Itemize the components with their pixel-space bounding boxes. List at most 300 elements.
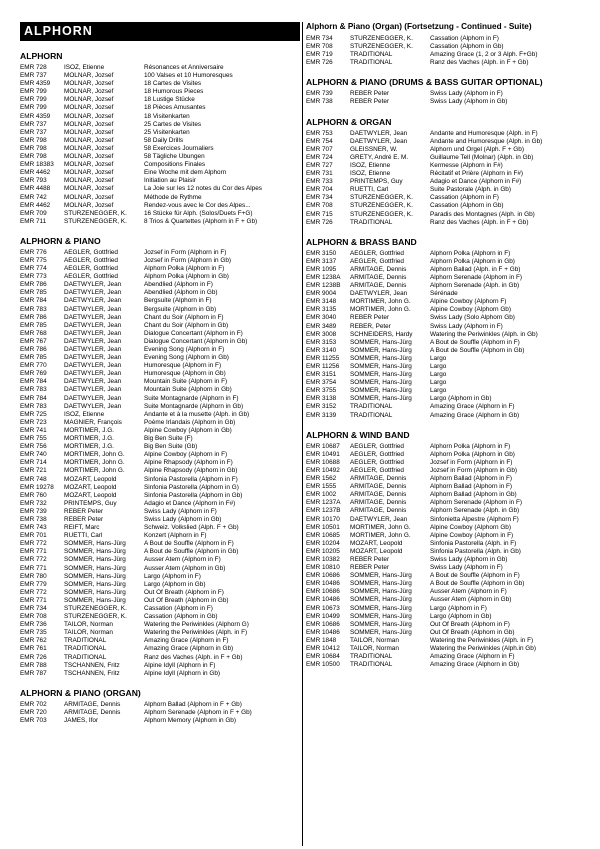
catalog-number: EMR 736: [20, 621, 47, 629]
work-title: Récitatif et Prière (Alphorn in F#): [430, 170, 524, 178]
composer-name: MORTIMER, John G.: [64, 459, 125, 467]
catalog-number: EMR 742: [20, 193, 47, 201]
work-title: Chant du Soir (Alphorn in F): [144, 313, 224, 321]
work-title: Swiss Lady (Alphorn in F): [430, 322, 503, 330]
catalog-entry: [306, 290, 592, 298]
section-title: ALPHORN & ORGAN: [306, 116, 392, 127]
section-title: ALPHORN & PIANO (DRUMS & BASS GUITAR OPTIONAL): [306, 77, 543, 88]
work-title: 25 Visitenkarten: [144, 128, 190, 136]
work-title: Ausser Atem (Alphorn in Gb): [144, 564, 226, 572]
work-title: Alpine Cowboy (Alphorn F): [430, 298, 507, 306]
composer-name: DAETWYLER, Jean: [64, 337, 122, 345]
composer-name: STURZENEGGER, K.: [64, 613, 127, 621]
composer-name: MORTIMER, John G.: [64, 467, 125, 475]
composer-name: DAETWYLER, Jean: [64, 402, 122, 410]
work-title: Out Of Breath (Alphorn in F): [430, 620, 510, 628]
catalog-number: EMR 10686: [306, 620, 340, 628]
composer-name: MOLNAR, Jozsef: [64, 80, 114, 88]
work-title: Alphorn Ballad (Alphorn in F): [430, 475, 513, 483]
catalog-number: EMR 10501: [306, 523, 340, 531]
catalog-number: EMR 724: [306, 153, 333, 161]
catalog-entry: [306, 331, 592, 339]
catalog-number: EMR 3137: [306, 257, 337, 265]
composer-name: MOLNAR, Jozsef: [64, 201, 114, 209]
composer-name: PRINTEMPS, Guy: [64, 499, 117, 507]
work-title: Cassation (Alphorn in Gb): [430, 202, 504, 210]
catalog-entry: [20, 281, 302, 289]
catalog-entry: [306, 314, 592, 322]
catalog-entry: [306, 282, 592, 290]
composer-name: STURZENEGGER, K.: [350, 43, 413, 51]
catalog-entry: [20, 419, 302, 427]
catalog-entry: [306, 653, 592, 661]
work-title: Sérénade: [430, 290, 458, 298]
right-column: [306, 22, 592, 669]
work-title: Ranz des Vaches (Alph. in F + Gb): [430, 59, 529, 67]
catalog-number: EMR 1095: [306, 265, 337, 273]
catalog-entry: [20, 169, 302, 177]
catalog-entry: [20, 508, 302, 516]
catalog-number: EMR 714: [20, 459, 47, 467]
catalog-entry: [306, 613, 592, 621]
catalog-number: EMR 3152: [306, 403, 337, 411]
composer-name: TRADITIONAL: [350, 653, 393, 661]
composer-name: REBER, Peter: [350, 322, 391, 330]
catalog-number: EMR 4359: [20, 112, 51, 120]
catalog-entry: [306, 499, 592, 507]
catalog-entry: [306, 162, 592, 170]
catalog-entry: [20, 403, 302, 411]
catalog-entry: [20, 378, 302, 386]
catalog-number: EMR 771: [20, 548, 47, 556]
composer-name: MOLNAR, Jozsef: [64, 185, 114, 193]
catalog-number: EMR 775: [20, 256, 47, 264]
catalog-entry: [306, 556, 592, 564]
composer-name: DAETWYLER, Jean: [64, 354, 122, 362]
composer-name: DAETWYLER, Jean: [64, 346, 122, 353]
composer-name: MOLNAR, Jozsef: [64, 112, 114, 120]
work-title: Largo (Alphorn in F): [144, 572, 201, 580]
catalog-entry: [306, 443, 592, 451]
catalog-entry: [20, 395, 302, 403]
work-title: Swiss Lady (Alphorn in Gb): [144, 515, 222, 523]
catalog-entry: [20, 153, 302, 161]
catalog-entry: [20, 500, 302, 508]
work-title: Résonances et Anniversaire: [144, 64, 224, 71]
catalog-entry: [306, 629, 592, 637]
composer-name: TRADITIONAL: [350, 51, 393, 59]
catalog-entry: [20, 556, 302, 564]
catalog-entry: [20, 137, 302, 145]
work-title: Alphorn Serenade (Alphorn in F): [430, 499, 523, 507]
catalog-number: EMR 3140: [306, 346, 337, 354]
catalog-number: EMR 19278: [20, 483, 54, 491]
work-title: Sinfonia Pastorella (Alphorn in Gb): [144, 491, 243, 499]
composer-name: STURZENEGGER, K.: [350, 35, 413, 42]
section-title: ALPHORN & PIANO: [20, 235, 101, 246]
catalog-entry: [306, 178, 592, 186]
catalog-entry: [306, 645, 592, 653]
work-title: Andante and Humoresque (Alph. in Gb): [430, 137, 543, 145]
catalog-entry: [306, 596, 592, 604]
composer-name: ISOZ, Etienne: [64, 410, 105, 418]
catalog-number: EMR 10687: [306, 442, 340, 450]
work-title: Big Ben Suite (F): [144, 435, 193, 443]
work-title: Méthode de Rythme: [144, 193, 202, 201]
catalog-number: EMR 723: [20, 418, 47, 426]
catalog-number: EMR 10684: [306, 653, 340, 661]
composer-name: AEGLER, Gottfried: [350, 442, 404, 450]
work-title: Largo: [430, 387, 447, 395]
composer-name: MORTIMER, J.G.: [64, 426, 114, 434]
catalog-entry: [306, 387, 592, 395]
catalog-number: EMR 733: [306, 178, 333, 186]
catalog-number: EMR 10382: [306, 555, 340, 563]
catalog-entry: [306, 355, 592, 363]
catalog-number: EMR 737: [20, 120, 47, 128]
catalog-number: EMR 767: [20, 337, 47, 345]
composer-name: STURZENEGGER, K.: [64, 217, 127, 225]
work-title: Humoresque (Alphorn in Gb): [144, 370, 226, 378]
catalog-entry: [20, 605, 302, 613]
work-title: Alpine Cowboy (Alphorn in F): [144, 451, 228, 459]
work-title: Largo: [430, 371, 447, 379]
catalog-entry: [306, 483, 592, 491]
catalog-number: EMR 4462: [20, 201, 51, 209]
catalog-entry: [306, 363, 592, 371]
composer-name: ARMITAGE, Dennis: [350, 507, 407, 515]
work-title: Schweiz. Volkslied (Alph. F + Gb): [144, 524, 239, 532]
work-title: Alphorn Polka (Alphorn in F): [430, 442, 511, 450]
composer-name: REBER Peter: [64, 507, 104, 515]
composer-name: ARMITAGE, Dennis: [350, 282, 407, 290]
composer-name: MORTIMER, John G.: [350, 531, 411, 539]
catalog-entry: [306, 258, 592, 266]
work-title: Chant du Soir (Alphorn in Gb): [144, 321, 229, 329]
composer-name: ARMITAGE, Dennis: [64, 700, 121, 708]
catalog-entry: [20, 451, 302, 459]
composer-name: MOLNAR, Jozsef: [64, 72, 114, 80]
catalog-entry: [20, 338, 302, 346]
composer-name: ARMITAGE, Dennis: [64, 708, 121, 716]
catalog-number: EMR 720: [20, 708, 47, 716]
catalog-number: EMR 771: [20, 596, 47, 604]
work-title: Evening Song (Alphorn in Gb): [144, 354, 229, 362]
catalog-number: EMR 11255: [306, 354, 340, 362]
catalog-entry: [20, 492, 302, 500]
catalog-number: EMR 10170: [306, 515, 340, 523]
catalog-number: EMR 769: [20, 370, 47, 378]
work-title: Largo: [430, 354, 447, 362]
work-title: Ausser Atem (Alphorn in Gb): [430, 596, 512, 604]
work-title: Kermesse (Alphorn in F#): [430, 161, 503, 169]
catalog-entry: [306, 339, 592, 347]
catalog-entry: [306, 637, 592, 645]
catalog-number: EMR 726: [306, 59, 333, 67]
composer-name: AEGLER, Gottfried: [64, 265, 118, 273]
catalog-entry: [306, 395, 592, 403]
catalog-entry: [306, 90, 592, 98]
catalog-banner: ALPHORN: [20, 22, 300, 41]
composer-name: STURZENEGGER, K.: [350, 202, 413, 210]
catalog-entry: [20, 467, 302, 475]
catalog-number: EMR 10205: [306, 547, 340, 555]
catalog-number: EMR 739: [20, 507, 47, 515]
composer-name: AEGLER, Gottfried: [64, 273, 118, 281]
catalog-entry: [306, 564, 592, 572]
composer-name: AEGLER, Gottfried: [350, 257, 404, 265]
catalog-number: EMR 708: [306, 43, 333, 51]
work-title: 25 Cartes de Visites: [144, 120, 202, 128]
catalog-number: EMR 734: [20, 605, 47, 612]
catalog-entry: [20, 330, 302, 338]
composer-name: STURZENEGGER, K.: [350, 194, 413, 202]
catalog-number: EMR 735: [20, 629, 47, 637]
catalog-number: EMR 1237A: [306, 499, 341, 507]
catalog-number: EMR 783: [20, 386, 47, 394]
catalog-entry: [20, 121, 302, 129]
catalog-entry: [306, 412, 592, 420]
catalog-number: EMR 3135: [306, 306, 337, 314]
catalog-number: EMR 786: [20, 346, 47, 353]
work-title: Mountain Suite (Alphorn in Gb): [144, 386, 232, 394]
catalog-number: EMR 1238B: [306, 282, 341, 290]
catalog-number: EMR 4488: [20, 185, 51, 193]
composer-name: MOLNAR, Jozsef: [64, 136, 114, 144]
catalog-entry: [20, 565, 302, 573]
catalog-number: EMR 4359: [20, 80, 51, 88]
catalog-number: EMR 761: [20, 645, 47, 653]
catalog-entry: [306, 186, 592, 194]
catalog-entry: [20, 532, 302, 540]
catalog-section: [20, 236, 302, 678]
catalog-number: EMR 701: [20, 532, 47, 540]
catalog-number: EMR 1002: [306, 491, 337, 499]
work-title: Sinfonia Pastorella (Alph. in F): [430, 539, 517, 547]
work-title: Ausser Atem (Alphorn in F): [144, 556, 221, 564]
work-title: 18 Cartes de Visites: [144, 80, 202, 88]
catalog-entry: [20, 476, 302, 484]
work-title: Largo (Alphorn in Gb): [430, 395, 492, 403]
catalog-number: EMR 739: [306, 90, 333, 98]
catalog-number: EMR 725: [20, 410, 47, 418]
composer-name: SOMMER, Hans-Jürg: [350, 572, 412, 580]
composer-name: MORTIMER, John G.: [350, 306, 411, 314]
work-title: Swiss Lady (Alphorn in F): [144, 507, 217, 515]
work-title: Alpine Cowboy (Alphorn Gb): [430, 523, 511, 531]
work-title: Watering the Periwinkles (Alph. in F): [430, 636, 534, 644]
composer-name: DAETWYLER, Jean: [64, 378, 122, 386]
composer-name: MOZART, Leopold: [350, 547, 403, 555]
catalog-number: EMR 772: [20, 556, 47, 564]
catalog-number: EMR 754: [306, 137, 333, 145]
catalog-entry: [20, 346, 302, 354]
catalog-entry: [20, 297, 302, 305]
section-gap: [306, 107, 592, 117]
catalog-entry: [306, 467, 592, 475]
work-title: Swiss Lady (Alphorn in F): [430, 564, 503, 572]
composer-name: DAETWYLER, Jean: [350, 290, 408, 298]
composer-name: MOZART, Leopold: [64, 483, 117, 491]
catalog-entry: [20, 524, 302, 532]
catalog-number: EMR 726: [20, 653, 47, 661]
catalog-entry: [20, 104, 302, 112]
catalog-section: [306, 237, 592, 420]
catalog-number: EMR 737: [20, 72, 47, 80]
catalog-section: [306, 430, 592, 670]
composer-name: STURZENEGGER, K.: [350, 210, 413, 218]
catalog-entry: [306, 347, 592, 355]
composer-name: MOLNAR, Jozsef: [64, 128, 114, 136]
catalog-entry: [20, 701, 302, 709]
work-title: Alpine Rhapsody (Alphorn in F): [144, 459, 233, 467]
catalog-number: EMR 787: [20, 669, 47, 677]
catalog-entry: [20, 96, 302, 104]
catalog-number: EMR 772: [20, 588, 47, 596]
catalog-number: EMR 784: [20, 378, 47, 386]
catalog-number: EMR 726: [306, 218, 333, 226]
catalog-entry: [306, 266, 592, 274]
composer-name: MORTIMER, J.G.: [64, 443, 114, 451]
work-title: Alpine Cowboy (Alphorn in F): [430, 531, 514, 539]
work-title: Jozsef in Form (Alphorn in Gb): [430, 466, 518, 474]
catalog-number: EMR 3008: [306, 330, 337, 338]
work-title: 58 Daily Drills: [144, 136, 184, 144]
catalog-entry: [20, 670, 302, 678]
work-title: Alpine Idyll (Alphorn in F): [144, 661, 216, 669]
work-title: Swiss Lady (Alphorn in Gb): [430, 98, 508, 106]
catalog-entry: [20, 662, 302, 670]
catalog-entry: [20, 427, 302, 435]
composer-name: SOMMER, Hans-Jürg: [350, 387, 412, 395]
composer-name: TRADITIONAL: [350, 218, 393, 226]
composer-name: MOLNAR, Jozsef: [64, 161, 114, 169]
composer-name: MOLNAR, Jozsef: [64, 193, 114, 201]
composer-name: ISOZ, Etienne: [350, 170, 391, 178]
work-title: Paradis des Montagnes (Alph. in Gb): [430, 210, 535, 218]
work-title: Ausser Atem (Alphorn in F): [430, 588, 507, 596]
work-title: Watering the Periwinkles (Alph. in Gb): [430, 330, 538, 338]
catalog-number: EMR 799: [20, 88, 47, 96]
catalog-entry: [20, 411, 302, 419]
catalog-entry: [20, 210, 302, 218]
composer-name: GRETY, André E. M.: [350, 153, 409, 161]
work-title: Watering the Periwinkles (Alph. in F): [144, 629, 248, 637]
composer-name: REBER Peter: [350, 564, 390, 572]
composer-name: STURZENEGGER, K.: [64, 605, 127, 612]
composer-name: MORTIMER, J.G.: [64, 435, 114, 443]
catalog-number: EMR 798: [20, 136, 47, 144]
work-title: Cassation (Alphorn in F): [430, 35, 499, 42]
catalog-number: EMR 771: [20, 564, 47, 572]
catalog-entry: [306, 475, 592, 483]
work-title: Bergsuite (Alphorn in F): [144, 297, 212, 305]
work-title: Largo: [430, 379, 447, 387]
catalog-number: EMR 10491: [306, 450, 340, 458]
work-title: Alphorn und Orgel (Alph. F + Gb): [430, 145, 524, 153]
work-title: Alphorn Ballad (Alphorn in F): [430, 483, 513, 491]
work-title: Dialogue Concertant (Alphorn in Gb): [144, 337, 248, 345]
work-title: Eine Woche mit dem Alphorn: [144, 169, 227, 177]
composer-name: DAETWYLER, Jean: [64, 313, 122, 321]
composer-name: SOMMER, Hans-Jürg: [350, 604, 412, 612]
work-title: Alpine Cowboy (Alphorn in Gb): [144, 426, 232, 434]
catalog-number: EMR 799: [20, 104, 47, 112]
catalog-number: EMR 772: [20, 540, 47, 548]
catalog-number: EMR 788: [20, 661, 47, 669]
composer-name: DAETWYLER, Jean: [350, 515, 408, 523]
work-title: Andante and Humoresque (Alph. in F): [430, 129, 538, 137]
catalog-entry: [306, 451, 592, 459]
composer-name: JAMES, Ifor: [64, 717, 99, 725]
catalog-number: EMR 773: [20, 273, 47, 281]
catalog-number: EMR 704: [306, 186, 333, 194]
catalog-entry: [20, 589, 302, 597]
catalog-entry: [306, 211, 592, 219]
composer-name: PRINTEMPS, Guy: [350, 178, 403, 186]
composer-name: DAETWYLER, Jean: [64, 321, 122, 329]
composer-name: REIFT, Marc: [64, 524, 100, 532]
composer-name: SOMMER, Hans-Jürg: [350, 363, 412, 370]
catalog-entry: [20, 161, 302, 169]
composer-name: REBER Peter: [350, 314, 390, 322]
composer-name: MOLNAR, Jozsef: [64, 120, 114, 128]
composer-name: AEGLER, Gottfried: [350, 458, 404, 466]
work-title: Jozsef in Form (Alphorn in F): [430, 458, 513, 466]
catalog-number: EMR 786: [20, 313, 47, 321]
work-title: Amazing Grace (Alphorn in Gb): [144, 645, 234, 653]
composer-name: MORTIMER, John G.: [350, 523, 411, 531]
catalog-entry: [20, 194, 302, 202]
catalog-entry: [306, 154, 592, 162]
catalog-number: EMR 785: [20, 289, 47, 297]
work-title: Big Ben Suite (Gb): [144, 443, 198, 451]
catalog-number: EMR 785: [20, 321, 47, 329]
catalog-number: EMR 10486: [306, 628, 340, 636]
composer-name: ARMITAGE, Dennis: [350, 475, 407, 483]
composer-name: SOMMER, Hans-Jürg: [350, 395, 412, 403]
work-title: Alphorn Polka (Alphorn in Gb): [144, 273, 229, 281]
composer-name: TRADITIONAL: [64, 653, 107, 661]
composer-name: REBER Peter: [64, 515, 104, 523]
work-title: Jozsef in Form (Alphorn in Gb): [144, 256, 232, 264]
column-top-spacer: [20, 22, 302, 51]
catalog-entry: [20, 113, 302, 121]
section-title: ALPHORN & PIANO (ORGAN): [20, 687, 141, 698]
work-title: Amazing Grace (Alphorn in Gb): [430, 661, 520, 669]
catalog-entry: [20, 597, 302, 605]
work-title: 18 Pièces Amusantes: [144, 104, 206, 112]
catalog-entry: [20, 177, 302, 185]
composer-name: ARMITAGE, Dennis: [350, 491, 407, 499]
work-title: Alphorn Memory (Alphorn in Gb): [144, 717, 236, 725]
section-gap: [306, 227, 592, 237]
catalog-number: EMR 708: [306, 202, 333, 210]
composer-name: AEGLER, Gottfried: [350, 450, 404, 458]
work-title: Largo: [430, 363, 447, 370]
catalog-entry: [306, 130, 592, 138]
catalog-entry: [20, 64, 302, 72]
composer-name: MOLNAR, Jozsef: [64, 96, 114, 104]
composer-name: TAILOR, Norman: [64, 629, 113, 637]
composer-name: MOZART, Leopold: [64, 475, 117, 483]
composer-name: SOMMER, Hans-Jürg: [64, 580, 126, 588]
catalog-number: EMR 774: [20, 265, 47, 273]
catalog-entry: [306, 250, 592, 258]
composer-name: SOMMER, Hans-Jürg: [350, 612, 412, 620]
catalog-number: EMR 719: [306, 51, 333, 59]
catalog-number: EMR 728: [20, 64, 47, 71]
